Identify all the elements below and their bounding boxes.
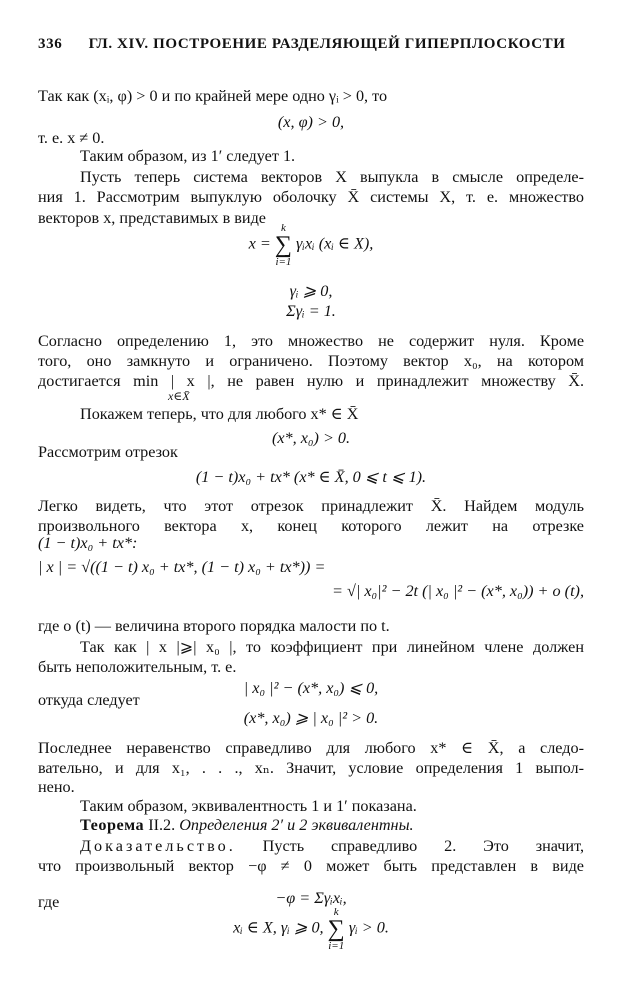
theorem-statement: Определения 2′ и 2 эквивалентны. [179, 816, 414, 834]
text-line: Согласно определению 1, это множество не содержит нуля. Кроме [38, 332, 584, 350]
formula: | x₀ |² − (x*, x₀) ⩽ 0, [243, 679, 379, 697]
sum-lower-limit: i=1 [328, 940, 345, 952]
formula: (x*, x₀) ⩾ | x₀ |² > 0. [243, 709, 379, 727]
text-line: что произвольный вектор −φ ≠ 0 может быть представлен в виде [38, 857, 584, 875]
text-line: где [38, 893, 60, 911]
text-line: достигается min | x |, не равен нулю и принадлежит множеству X̄. [38, 372, 584, 390]
sum-operator [275, 222, 292, 268]
formula-sum-final [38, 906, 584, 952]
sum-sign: ∑ [327, 916, 345, 942]
sum-lower-limit: i=1 [275, 256, 292, 268]
text-line: Так как (xᵢ, φ) > 0 и по крайней мере одно γᵢ > 0, то [38, 87, 388, 105]
text-line: того, оно замкнуто и ограничено. Поэтому вектор x₀, на котором [38, 352, 584, 370]
sum-operator [328, 906, 345, 952]
text-line: т. е. x ≠ 0. [38, 129, 105, 147]
text-line: Пусть теперь система векторов X выпукла в смысле определе- [80, 168, 584, 186]
text-line: вательно, и для x₁, . . ., xₙ. Значит, условие определения 1 выпол- [38, 759, 584, 777]
text-line: откуда следует [38, 691, 140, 709]
formula-part: γᵢ > 0. [348, 918, 389, 937]
text-line: где o (t) — величина второго порядка малости по t. [38, 617, 390, 635]
text-line: Таким образом, из 1′ следует 1. [80, 147, 296, 165]
proof-text: Пусть справедливо 2. Это значит, [262, 837, 585, 855]
text-line: Рассмотрим отрезок [38, 443, 178, 461]
text-line: произвольного вектора x, конец которого лежит на отрезке [38, 517, 584, 535]
proof-label: Доказательство. [80, 837, 236, 855]
formula: (1 − t)x₀ + tx* (x* ∈ X̄, 0 ⩽ t ⩽ 1). [195, 468, 427, 486]
text-line: Последнее неравенство справедливо для любого x* ∈ X̄, а следо- [38, 739, 584, 757]
formula-part: x = [248, 234, 271, 253]
running-header [38, 34, 584, 54]
formula: (x*, x₀) > 0. [271, 429, 351, 447]
text-line: ния 1. Рассмотрим выпуклую оболочку X̄ системы X, т. е. множество [38, 188, 584, 206]
sum-sign: ∑ [274, 232, 292, 258]
sum-upper-limit: k [333, 906, 339, 918]
formula-part: xᵢ ∈ X, γᵢ ⩾ 0, [233, 918, 324, 937]
formula: (x, φ) > 0, [277, 113, 345, 131]
formula: γᵢ ⩾ 0, [289, 282, 333, 300]
page-number: 336 [38, 36, 63, 52]
formula-sum [38, 222, 584, 268]
text-line: быть неположительным, т. е. [38, 658, 237, 676]
formula-norm-2: = √| x₀|² − 2t (| x₀ |² − (x*, x₀)) + o (t), [331, 582, 584, 600]
formula: −φ = Σγᵢxᵢ, [275, 889, 347, 907]
sum-upper-limit: k [280, 222, 286, 234]
text-line: (1 − t)x₀ + tx*: [38, 534, 138, 552]
theorem-line [80, 815, 584, 835]
text-line: Так как | x |⩾| x₀ |, то коэффициент при линейном члене должен [80, 638, 584, 656]
proof-line [80, 836, 584, 856]
min-subscript: x∈X̄ [168, 389, 190, 403]
text-line: нено. [38, 778, 75, 796]
text-line: векторов x, представимых в виде [38, 209, 266, 227]
formula-part: γᵢxᵢ (xᵢ ∈ X), [296, 234, 374, 253]
chapter-title: ГЛ. XIV. ПОСТРОЕНИЕ РАЗДЕЛЯЮЩЕЙ ГИПЕРПЛОСКОСТИ [88, 36, 566, 52]
formula: Σγᵢ = 1. [286, 302, 336, 320]
text-line: Таким образом, эквивалентность 1 и 1′ показана. [80, 797, 417, 815]
theorem-label: Теорема [80, 816, 145, 834]
theorem-number: II.2. [148, 816, 176, 834]
text-line: Покажем теперь, что для любого x* ∈ X̄ [80, 405, 359, 423]
formula-norm-1: | x | = √((1 − t) x₀ + tx*, (1 − t) x₀ + tx*)) = [38, 558, 326, 576]
text-line: Легко видеть, что этот отрезок принадлежит X̄. Найдем модуль [38, 497, 584, 515]
